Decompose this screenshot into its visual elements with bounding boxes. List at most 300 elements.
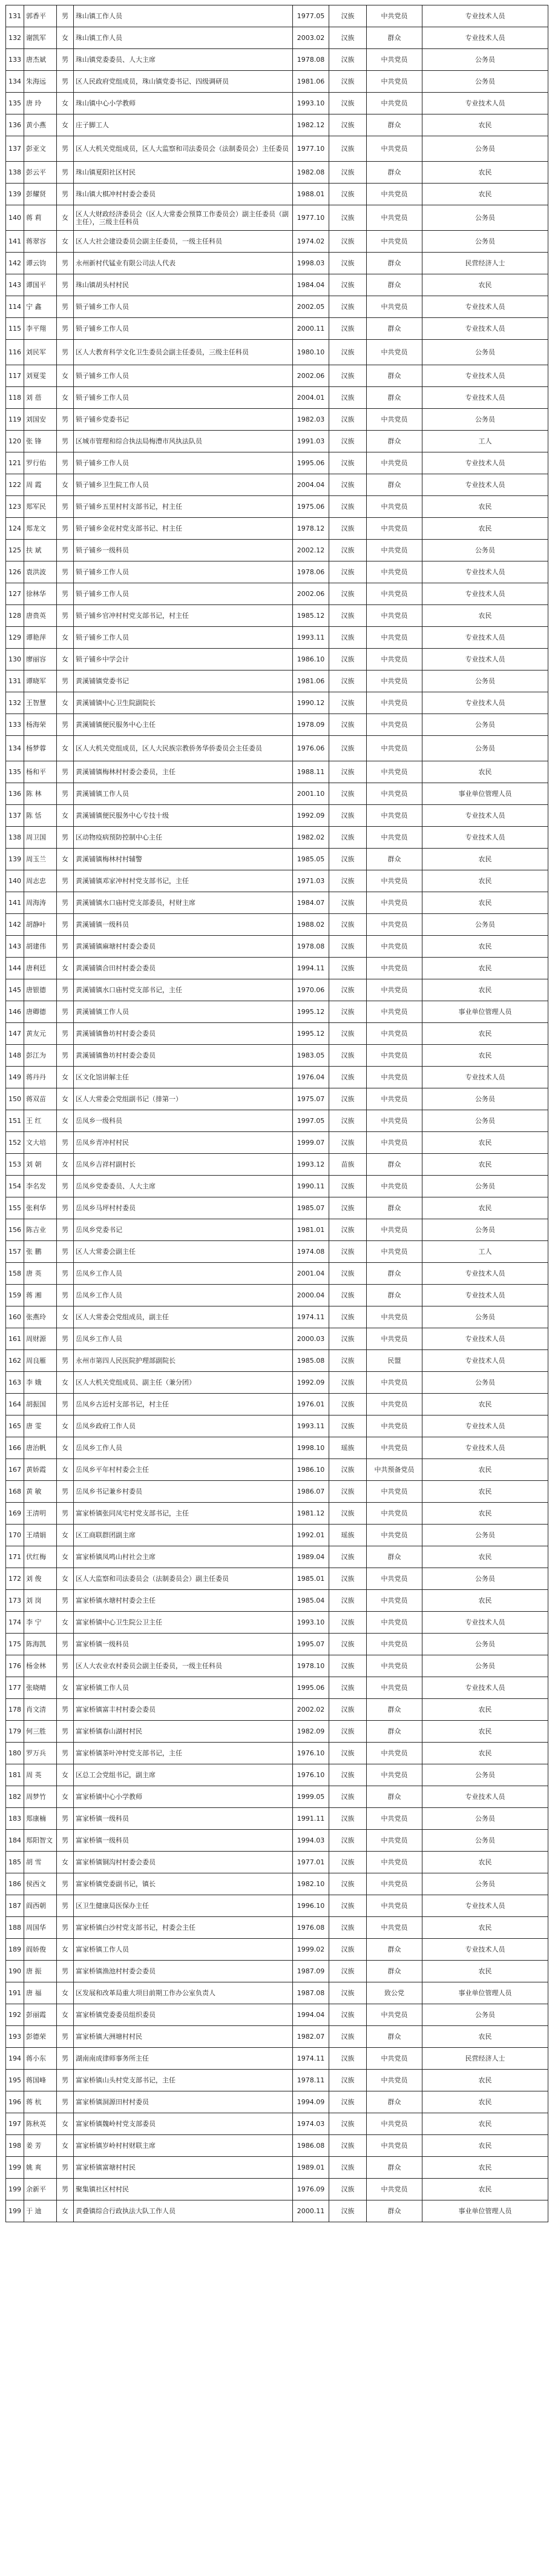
political-status-cell: 群众 (367, 253, 422, 274)
category-cell: 专业技术人员 (422, 1437, 548, 1459)
category-cell: 专业技术人员 (422, 1895, 548, 1917)
political-status-cell: 中共党员 (367, 1612, 422, 1634)
member-name-cell: 彭耀贤 (24, 184, 57, 205)
birth-date-cell: 1981.06 (293, 71, 329, 93)
gender-cell: 男 (57, 1285, 74, 1306)
gender-cell: 女 (57, 627, 74, 649)
birth-date-cell: 1977.01 (293, 1852, 329, 1873)
table-row (6, 1612, 548, 1634)
member-name-cell: 蒋小东 (24, 2048, 57, 2070)
ethnicity-cell: 汉族 (329, 870, 367, 892)
table-row (6, 2179, 548, 2200)
political-status-cell: 群众 (367, 114, 422, 136)
table-row (6, 1677, 548, 1699)
political-status-cell: 群众 (367, 1154, 422, 1176)
ethnicity-cell: 汉族 (329, 1590, 367, 1612)
position-cell: 岳凤乡工作人员 (74, 1437, 293, 1459)
table-row (6, 914, 548, 936)
table-row (6, 1263, 548, 1285)
row-number-cell: 119 (6, 409, 24, 431)
birth-date-cell: 1981.01 (293, 1219, 329, 1241)
category-cell: 工人 (422, 431, 548, 452)
ethnicity-cell: 汉族 (329, 296, 367, 318)
birth-date-cell: 1986.08 (293, 2135, 329, 2157)
member-name-cell: 陈秋英 (24, 2113, 57, 2135)
gender-cell: 男 (57, 1917, 74, 1939)
row-number-cell: 198 (6, 2135, 24, 2157)
category-cell: 公务员 (422, 2004, 548, 2026)
category-cell: 农民 (422, 2091, 548, 2113)
birth-date-cell: 1970.06 (293, 979, 329, 1001)
position-cell: 锁子铺乡工作人员 (74, 318, 293, 340)
position-cell: 黄溪铺镇便民服务中心主任 (74, 714, 293, 736)
row-number-cell: 181 (6, 1764, 24, 1786)
gender-cell: 男 (57, 2070, 74, 2091)
row-number-cell: 193 (6, 2026, 24, 2048)
birth-date-cell: 1971.03 (293, 870, 329, 892)
table-row (6, 1132, 548, 1154)
ethnicity-cell: 汉族 (329, 761, 367, 783)
member-name-cell: 唐贵英 (24, 605, 57, 627)
gender-cell: 女 (57, 231, 74, 253)
position-cell: 区城市管理和综合执法局梅澧市风执法队员 (74, 431, 293, 452)
gender-cell: 男 (57, 827, 74, 849)
member-name-cell: 周卫国 (24, 827, 57, 849)
row-number-cell: 134 (6, 736, 24, 761)
gender-cell: 男 (57, 936, 74, 958)
political-status-cell: 中共党员 (367, 692, 422, 714)
member-name-cell: 李名发 (24, 1176, 57, 1197)
table-row (6, 496, 548, 518)
category-cell: 公务员 (422, 136, 548, 162)
category-cell: 农民 (422, 2157, 548, 2179)
political-status-cell: 群众 (367, 27, 422, 49)
member-name-cell: 王靖娟 (24, 1525, 57, 1546)
table-row (6, 1241, 548, 1263)
gender-cell: 男 (57, 1699, 74, 1721)
row-number-cell: 199 (6, 2200, 24, 2222)
gender-cell: 男 (57, 1895, 74, 1917)
table-row (6, 1459, 548, 1481)
gender-cell: 女 (57, 736, 74, 761)
position-cell: 富家桥镇春山湖村村民 (74, 1721, 293, 1743)
member-name-cell: 伏红梅 (24, 1546, 57, 1568)
political-status-cell: 中共党员 (367, 1394, 422, 1415)
category-cell: 事业单位管理人员 (422, 783, 548, 805)
birth-date-cell: 1982.10 (293, 1873, 329, 1895)
category-cell: 农民 (422, 1699, 548, 1721)
position-cell: 锁子铺乡五里村村支部书记，村主任 (74, 496, 293, 518)
category-cell: 公务员 (422, 914, 548, 936)
gender-cell: 男 (57, 714, 74, 736)
political-status-cell: 中共党员 (367, 1306, 422, 1328)
birth-date-cell: 1999.05 (293, 1786, 329, 1808)
political-status-cell: 中共党员 (367, 805, 422, 827)
member-name-cell: 刘 岗 (24, 1590, 57, 1612)
political-status-cell: 中共党员 (367, 1110, 422, 1132)
ethnicity-cell: 瑶族 (329, 1437, 367, 1459)
position-cell: 聚集镇社区村村民 (74, 2179, 293, 2200)
ethnicity-cell: 汉族 (329, 71, 367, 93)
ethnicity-cell: 汉族 (329, 2157, 367, 2179)
position-cell: 黄溪铺镇合田村村委会委员 (74, 958, 293, 979)
row-number-cell: 176 (6, 1655, 24, 1677)
political-status-cell: 中共党员 (367, 1001, 422, 1023)
birth-date-cell: 1976.04 (293, 1067, 329, 1088)
ethnicity-cell: 汉族 (329, 1917, 367, 1939)
category-cell: 专业技术人员 (422, 5, 548, 27)
table-row (6, 2070, 548, 2091)
political-status-cell: 中共党员 (367, 1677, 422, 1699)
gender-cell: 男 (57, 540, 74, 561)
gender-cell: 男 (57, 1197, 74, 1219)
political-status-cell: 中共党员 (367, 2179, 422, 2200)
political-status-cell: 中共党员 (367, 2113, 422, 2135)
row-number-cell: 144 (6, 958, 24, 979)
gender-cell: 女 (57, 114, 74, 136)
table-row (6, 1481, 548, 1503)
member-name-cell: 谭晓军 (24, 670, 57, 692)
birth-date-cell: 2002.06 (293, 365, 329, 387)
political-status-cell: 中共党员 (367, 1023, 422, 1045)
political-status-cell: 中共党员 (367, 1590, 422, 1612)
ethnicity-cell: 汉族 (329, 1939, 367, 1961)
row-number-cell: 139 (6, 184, 24, 205)
member-name-cell: 周良雁 (24, 1350, 57, 1372)
category-cell: 专业技术人员 (422, 296, 548, 318)
member-name-cell: 胡 雪 (24, 1852, 57, 1873)
position-cell: 岳凤乡政府工作人员 (74, 1415, 293, 1437)
birth-date-cell: 1980.10 (293, 340, 329, 365)
birth-date-cell: 1978.06 (293, 561, 329, 583)
category-cell: 事业单位管理人员 (422, 2200, 548, 2222)
table-row (6, 1088, 548, 1110)
birth-date-cell: 1974.03 (293, 2113, 329, 2135)
birth-date-cell: 1976.10 (293, 1743, 329, 1764)
member-name-cell: 张燕玲 (24, 1306, 57, 1328)
table-row (6, 2004, 548, 2026)
table-row (6, 253, 548, 274)
position-cell: 富家桥镇铜沟村村委会委员 (74, 1852, 293, 1873)
category-cell: 专业技术人员 (422, 1612, 548, 1634)
member-name-cell: 唐治帆 (24, 1437, 57, 1459)
member-name-cell: 张 锋 (24, 431, 57, 452)
category-cell: 民营经济人士 (422, 253, 548, 274)
member-name-cell: 周玉兰 (24, 849, 57, 870)
birth-date-cell: 2002.02 (293, 1699, 329, 1721)
position-cell: 锁子铺乡工作人员 (74, 387, 293, 409)
table-row (6, 27, 548, 49)
table-row (6, 1045, 548, 1067)
gender-cell: 女 (57, 1546, 74, 1568)
position-cell: 黄溪铺镇鲁坊村村委会委员 (74, 1023, 293, 1045)
table-row (6, 1525, 548, 1546)
category-cell: 农民 (422, 892, 548, 914)
row-number-cell: 137 (6, 136, 24, 162)
political-status-cell: 群众 (367, 387, 422, 409)
political-status-cell: 中共党员 (367, 409, 422, 431)
category-cell: 公务员 (422, 1634, 548, 1655)
political-status-cell: 群众 (367, 274, 422, 296)
ethnicity-cell: 汉族 (329, 627, 367, 649)
row-number-cell: 133 (6, 49, 24, 71)
gender-cell: 女 (57, 1437, 74, 1459)
political-status-cell: 中共党员 (367, 627, 422, 649)
category-cell: 专业技术人员 (422, 805, 548, 827)
member-name-cell: 谢凯军 (24, 27, 57, 49)
ethnicity-cell: 汉族 (329, 1415, 367, 1437)
position-cell: 富家桥镇水塘村村委会主任 (74, 1590, 293, 1612)
gender-cell: 女 (57, 1568, 74, 1590)
member-name-cell: 彭江为 (24, 1045, 57, 1067)
gender-cell: 男 (57, 1655, 74, 1677)
member-name-cell: 彭德荣 (24, 2026, 57, 2048)
member-name-cell: 于 迪 (24, 2200, 57, 2222)
member-name-cell: 王 红 (24, 1110, 57, 1132)
political-status-cell: 中共党员 (367, 136, 422, 162)
gender-cell: 男 (57, 1808, 74, 1830)
table-row (6, 296, 548, 318)
position-cell: 岳凤乡党委书记 (74, 1219, 293, 1241)
political-status-cell: 群众 (367, 431, 422, 452)
birth-date-cell: 1985.05 (293, 849, 329, 870)
position-cell: 黄溪铺镇便民服务中心专技十级 (74, 805, 293, 827)
position-cell: 富家桥镇岁岭村村财联主席 (74, 2135, 293, 2157)
ethnicity-cell: 汉族 (329, 1961, 367, 1982)
category-cell: 公务员 (422, 736, 548, 761)
category-cell: 专业技术人员 (422, 474, 548, 496)
ethnicity-cell: 汉族 (329, 1001, 367, 1023)
gender-cell: 男 (57, 496, 74, 518)
position-cell: 区总工会党组书记，副主席 (74, 1764, 293, 1786)
row-number-cell: 182 (6, 1786, 24, 1808)
gender-cell: 男 (57, 184, 74, 205)
gender-cell: 女 (57, 93, 74, 114)
political-status-cell: 中共党员 (367, 892, 422, 914)
category-cell: 公务员 (422, 1808, 548, 1830)
political-status-cell: 群众 (367, 1699, 422, 1721)
category-cell: 公务员 (422, 409, 548, 431)
position-cell: 岳凤乡一级科员 (74, 1110, 293, 1132)
table-row (6, 849, 548, 870)
gender-cell: 男 (57, 1481, 74, 1503)
ethnicity-cell: 汉族 (329, 1306, 367, 1328)
political-status-cell: 中共党员 (367, 1568, 422, 1590)
birth-date-cell: 2001.04 (293, 1263, 329, 1285)
political-status-cell: 中共党员 (367, 49, 422, 71)
position-cell: 锁子铺乡工作人员 (74, 561, 293, 583)
birth-date-cell: 1994.03 (293, 1830, 329, 1852)
ethnicity-cell: 汉族 (329, 1982, 367, 2004)
ethnicity-cell: 汉族 (329, 1023, 367, 1045)
row-number-cell: 140 (6, 870, 24, 892)
gender-cell: 女 (57, 1372, 74, 1394)
political-status-cell: 中共党员 (367, 71, 422, 93)
birth-date-cell: 1995.06 (293, 452, 329, 474)
political-status-cell: 中共党员 (367, 1743, 422, 1764)
birth-date-cell: 1991.11 (293, 1808, 329, 1830)
row-number-cell: 124 (6, 518, 24, 540)
gender-cell: 女 (57, 365, 74, 387)
birth-date-cell: 1999.02 (293, 1939, 329, 1961)
birth-date-cell: 1982.02 (293, 827, 329, 849)
political-status-cell: 中共党员 (367, 736, 422, 761)
political-status-cell: 中共党员 (367, 205, 422, 231)
political-status-cell: 中共党员 (367, 184, 422, 205)
birth-date-cell: 1975.07 (293, 1088, 329, 1110)
member-name-cell: 刘国安 (24, 409, 57, 431)
political-status-cell: 中共党员 (367, 340, 422, 365)
ethnicity-cell: 汉族 (329, 1677, 367, 1699)
political-status-cell: 中共党员 (367, 1830, 422, 1852)
political-status-cell: 中共党员 (367, 936, 422, 958)
row-number-cell: 142 (6, 914, 24, 936)
table-row (6, 1590, 548, 1612)
table-row (6, 1764, 548, 1786)
ethnicity-cell: 汉族 (329, 914, 367, 936)
political-status-cell: 中共党员 (367, 1241, 422, 1263)
ethnicity-cell: 汉族 (329, 27, 367, 49)
gender-cell: 女 (57, 1612, 74, 1634)
table-body (6, 5, 548, 2222)
political-status-cell: 群众 (367, 2200, 422, 2222)
category-cell: 农民 (422, 1743, 548, 1764)
birth-date-cell: 1984.07 (293, 892, 329, 914)
row-number-cell: 137 (6, 805, 24, 827)
political-status-cell: 中共党员 (367, 583, 422, 605)
gender-cell: 女 (57, 649, 74, 670)
ethnicity-cell: 汉族 (329, 1241, 367, 1263)
political-status-cell: 中共党员 (367, 540, 422, 561)
row-number-cell: 135 (6, 761, 24, 783)
member-name-cell: 陈 林 (24, 783, 57, 805)
row-number-cell: 131 (6, 670, 24, 692)
birth-date-cell: 1982.03 (293, 409, 329, 431)
position-cell: 锁子铺乡党委书记 (74, 409, 293, 431)
row-number-cell: 195 (6, 2070, 24, 2091)
ethnicity-cell: 汉族 (329, 1045, 367, 1067)
ethnicity-cell: 苗族 (329, 1154, 367, 1176)
row-number-cell: 117 (6, 365, 24, 387)
table-row (6, 1306, 548, 1328)
birth-date-cell: 2003.02 (293, 27, 329, 49)
table-row (6, 387, 548, 409)
row-number-cell: 194 (6, 2048, 24, 2070)
birth-date-cell: 1995.12 (293, 1023, 329, 1045)
table-row (6, 1176, 548, 1197)
row-number-cell: 127 (6, 583, 24, 605)
ethnicity-cell: 汉族 (329, 184, 367, 205)
birth-date-cell: 1995.07 (293, 1634, 329, 1655)
ethnicity-cell: 汉族 (329, 318, 367, 340)
member-name-cell: 谭艳萍 (24, 627, 57, 649)
ethnicity-cell: 汉族 (329, 561, 367, 583)
ethnicity-cell: 汉族 (329, 1132, 367, 1154)
political-status-cell: 中共党员 (367, 1088, 422, 1110)
ethnicity-cell: 汉族 (329, 1328, 367, 1350)
member-name-cell: 周海涛 (24, 892, 57, 914)
gender-cell: 男 (57, 2026, 74, 2048)
row-number-cell: 138 (6, 827, 24, 849)
member-name-cell: 黄小燕 (24, 114, 57, 136)
birth-date-cell: 1993.10 (293, 93, 329, 114)
member-name-cell: 唐杰斌 (24, 49, 57, 71)
row-number-cell: 169 (6, 1503, 24, 1525)
position-cell: 岳凤乡平年村村委会主任 (74, 1459, 293, 1481)
table-row (6, 2048, 548, 2070)
category-cell: 农民 (422, 979, 548, 1001)
member-name-cell: 周国华 (24, 1917, 57, 1939)
political-status-cell: 中共党员 (367, 1415, 422, 1437)
member-name-cell: 唐 福 (24, 1982, 57, 2004)
gender-cell: 男 (57, 162, 74, 184)
category-cell: 专业技术人员 (422, 93, 548, 114)
ethnicity-cell: 汉族 (329, 231, 367, 253)
political-status-cell: 中共党员 (367, 649, 422, 670)
table-row (6, 1154, 548, 1176)
political-status-cell: 中共党员 (367, 231, 422, 253)
ethnicity-cell: 汉族 (329, 1895, 367, 1917)
gender-cell: 男 (57, 296, 74, 318)
category-cell: 专业技术人员 (422, 387, 548, 409)
ethnicity-cell: 汉族 (329, 1546, 367, 1568)
birth-date-cell: 1984.04 (293, 274, 329, 296)
table-row (6, 783, 548, 805)
ethnicity-cell: 汉族 (329, 93, 367, 114)
category-cell: 公务员 (422, 205, 548, 231)
row-number-cell: 141 (6, 231, 24, 253)
ethnicity-cell: 汉族 (329, 409, 367, 431)
table-row (6, 184, 548, 205)
ethnicity-cell: 汉族 (329, 783, 367, 805)
birth-date-cell: 1982.08 (293, 162, 329, 184)
ethnicity-cell: 汉族 (329, 714, 367, 736)
position-cell: 区人大教育科学文化卫生委员会副主任委员，三级主任科员 (74, 340, 293, 365)
birth-date-cell: 1988.11 (293, 761, 329, 783)
row-number-cell: 186 (6, 1873, 24, 1895)
political-status-cell: 中共党员 (367, 1525, 422, 1546)
category-cell: 农民 (422, 1503, 548, 1525)
gender-cell: 男 (57, 518, 74, 540)
member-name-cell: 唐 雯 (24, 1415, 57, 1437)
row-number-cell: 145 (6, 979, 24, 1001)
position-cell: 富家桥镇党委委员组织委员 (74, 2004, 293, 2026)
ethnicity-cell: 汉族 (329, 1176, 367, 1197)
category-cell: 农民 (422, 1154, 548, 1176)
table-row (6, 692, 548, 714)
row-number-cell: 173 (6, 1590, 24, 1612)
row-number-cell: 148 (6, 1045, 24, 1067)
row-number-cell: 190 (6, 1961, 24, 1982)
row-number-cell: 170 (6, 1525, 24, 1546)
row-number-cell: 199 (6, 2179, 24, 2200)
birth-date-cell: 1986.10 (293, 649, 329, 670)
birth-date-cell: 1983.05 (293, 1045, 329, 1067)
birth-date-cell: 2000.11 (293, 318, 329, 340)
member-name-cell: 周梦竹 (24, 1786, 57, 1808)
table-row (6, 1219, 548, 1241)
political-status-cell: 中共党员 (367, 2135, 422, 2157)
table-row (6, 162, 548, 184)
member-name-cell: 周志忠 (24, 870, 57, 892)
political-status-cell: 群众 (367, 2091, 422, 2113)
category-cell: 农民 (422, 605, 548, 627)
position-cell: 区人大常委会党组成员，副主任 (74, 1306, 293, 1328)
gender-cell: 男 (57, 452, 74, 474)
birth-date-cell: 1994.04 (293, 2004, 329, 2026)
gender-cell: 女 (57, 1677, 74, 1699)
birth-date-cell: 1974.08 (293, 1241, 329, 1263)
